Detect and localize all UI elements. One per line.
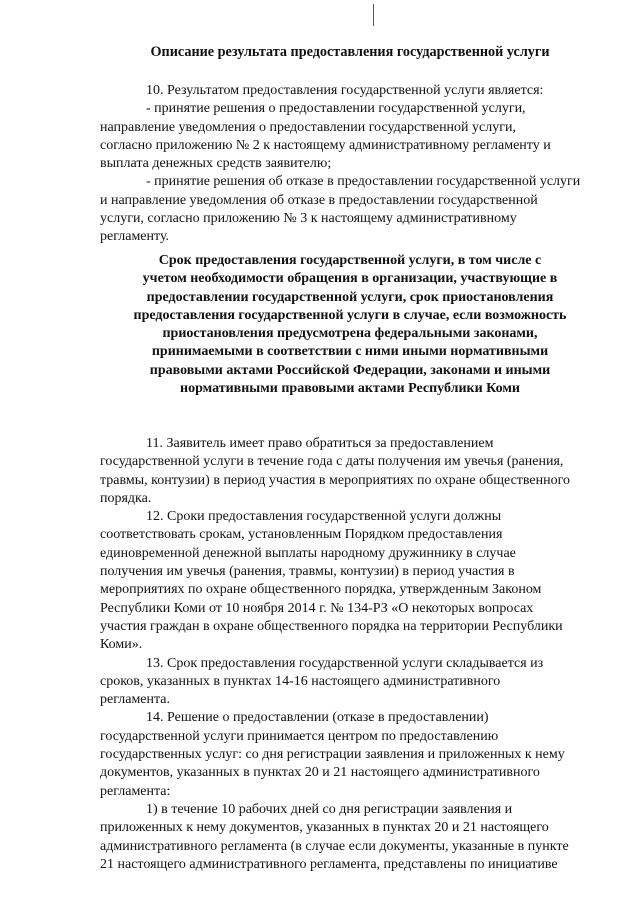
paragraph-10: 10. Результатом предоставления государственной услуги является: — [146, 83, 544, 98]
paragraph-11: 11. Заявитель имеет право обратиться за предоставлением государственной услуги в течение года с даты получения им увечья (ранения, травмы, контузии) в период участия в мероприятиях по охране общественного порядка. — [100, 436, 571, 506]
page-edge-mark — [373, 4, 374, 26]
paragraph-10-item-1: - принятие решения о предоставлении государственной услуги, направление уведомления о предоставлении государственной услуги, согласно приложению № 2 к настоящему административному регламенту и выплата денежных средств заявителю; — [100, 101, 551, 172]
paragraph-10-item-2: - принятие решения об отказе в предоставлении государственной услуги и направление уведомления об отказе в предоставлении государственной услуги, согласно приложению № 3 к настоящему административному регламенту. — [100, 174, 581, 245]
section-title: Описание результата предоставления государственной услуги — [150, 44, 550, 60]
paragraph-14-item-1: 1) в течение 10 рабочих дней со дня регистрации заявления и приложенных к нему документов, указанных в пунктах 20 и 21 настоящего административного регламента (в случае если документы, указанные в пункте 21 настоящего административного регламента, представлены по инициативе — [100, 801, 569, 872]
term-section — [100, 435, 600, 874]
term-heading: Срок предоставления государственной услуги, в том числе с учетом необходимости обращения в организации, участвующие в предоставлении государственной услуги, срок приостановления предоставления государственной услуги в случае, если возможность приостановления предусмотрена федеральными законами, принимаемыми в соответствии с ними иными нормативными правовыми актами Российской Федерации, законами и иными нормативными правовыми актами Республики Коми — [133, 253, 567, 397]
paragraph-14: 14. Решение о предоставлении (отказе в предоставлении) государственной услуги принимается центром по предоставлению государственных услуг: со дня регистрации заявления и приложенных к нему документов, указанных в пунктах 20 и 21 настоящего административного регламента: — [100, 710, 565, 799]
paragraph-12: 12. Сроки предоставления государственной услуги должны соответствовать срокам, установленным Порядком предоставления единовременной денежной выплаты народному дружиннику в случае получения им увечья (ранения, травмы, контузии) в период участия в мероприятиях по охране общественного порядка, утвержденным Законом Республики Коми от 10 ноября 2014 г. № 134-РЗ «О некоторых вопросах участия граждан в охране общественного порядка на территории Республики Коми». — [100, 509, 563, 653]
paragraph-13: 13. Срок предоставления государственной услуги складывается из сроков, указанных в пунктах 14-16 настоящего административного регламента. — [100, 655, 544, 708]
result-section — [100, 82, 600, 247]
